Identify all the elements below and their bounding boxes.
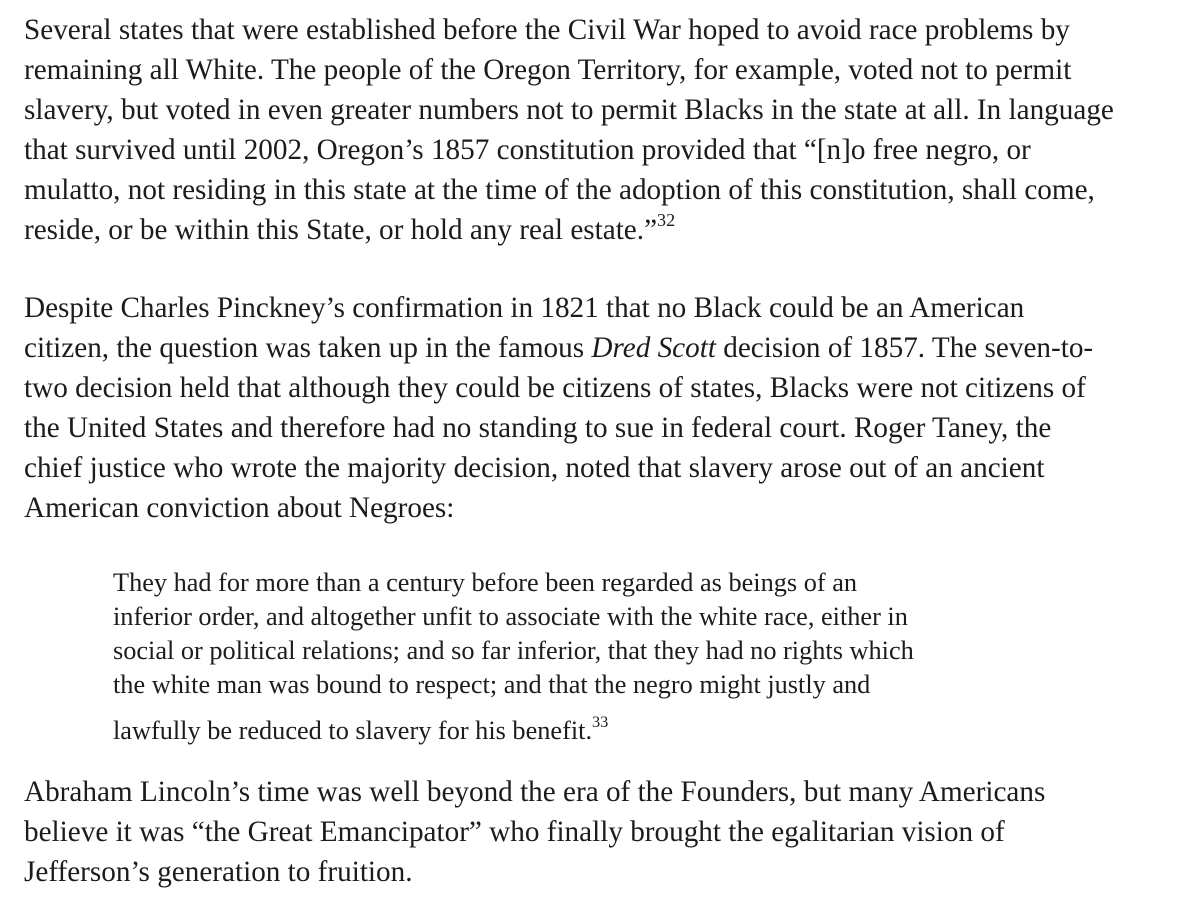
- text-line: Jefferson’s generation to fruition.: [24, 856, 413, 888]
- quote-line: inferior order, and altogether unfit to associate with the white race, either in: [113, 602, 908, 631]
- text-line: that survived until 2002, Oregon’s 1857 constitution provided that “[n]o free negro, or: [24, 134, 1031, 166]
- text-line: American conviction about Negroes:: [24, 492, 455, 524]
- text-line-content: reside, or be within this State, or hold any real estate.”: [24, 214, 658, 246]
- text-line: two decision held that although they could be citizens of states, Blacks were not citizens of: [24, 372, 1086, 404]
- footnote-marker: 32: [657, 209, 676, 230]
- block-quote-taney: [113, 566, 1194, 748]
- text-line: [24, 210, 1194, 250]
- quote-line: social or political relations; and so far inferior, that they had no rights which: [113, 636, 914, 665]
- quote-line: the white man was bound to respect; and that the negro might justly and: [113, 670, 871, 699]
- text-line: believe it was “the Great Emancipator” who finally brought the egalitarian vision of: [24, 816, 1005, 848]
- text-line: remaining all White. The people of the Oregon Territory, for example, voted not to permit: [24, 54, 1072, 86]
- case-title: Dred Scott: [591, 332, 716, 364]
- footnote-marker: 33: [592, 711, 609, 731]
- quote-line: [113, 711, 1194, 748]
- text-line: chief justice who wrote the majority decision, noted that slavery arose out of an ancient: [24, 452, 1045, 484]
- text-line: Despite Charles Pinckney’s confirmation in 1821 that no Black could be an American: [24, 292, 1025, 324]
- text-line: [24, 328, 1194, 368]
- text-segment: decision of 1857. The seven-to-: [715, 332, 1094, 364]
- text-segment: citizen, the question was taken up in the famous: [24, 332, 592, 364]
- text-line: Abraham Lincoln’s time was well beyond the era of the Founders, but many Americans: [24, 776, 1046, 808]
- quote-line: They had for more than a century before been regarded as beings of an: [113, 568, 858, 597]
- text-line: slavery, but voted in even greater numbers not to permit Blacks in the state at all. In language: [24, 94, 1114, 126]
- document-page: [24, 10, 1194, 892]
- paragraph-lincoln: [24, 772, 1194, 892]
- paragraph-oregon: [24, 10, 1194, 250]
- text-line: Several states that were established before the Civil War hoped to avoid race problems by: [24, 14, 1070, 46]
- paragraph-dred-scott: [24, 288, 1194, 528]
- text-line: mulatto, not residing in this state at the time of the adoption of this constitution, shall come,: [24, 174, 1095, 206]
- text-line: the United States and therefore had no standing to sue in federal court. Roger Taney, the: [24, 412, 1052, 444]
- quote-line-content: lawfully be reduced to slavery for his benefit.: [113, 716, 593, 745]
